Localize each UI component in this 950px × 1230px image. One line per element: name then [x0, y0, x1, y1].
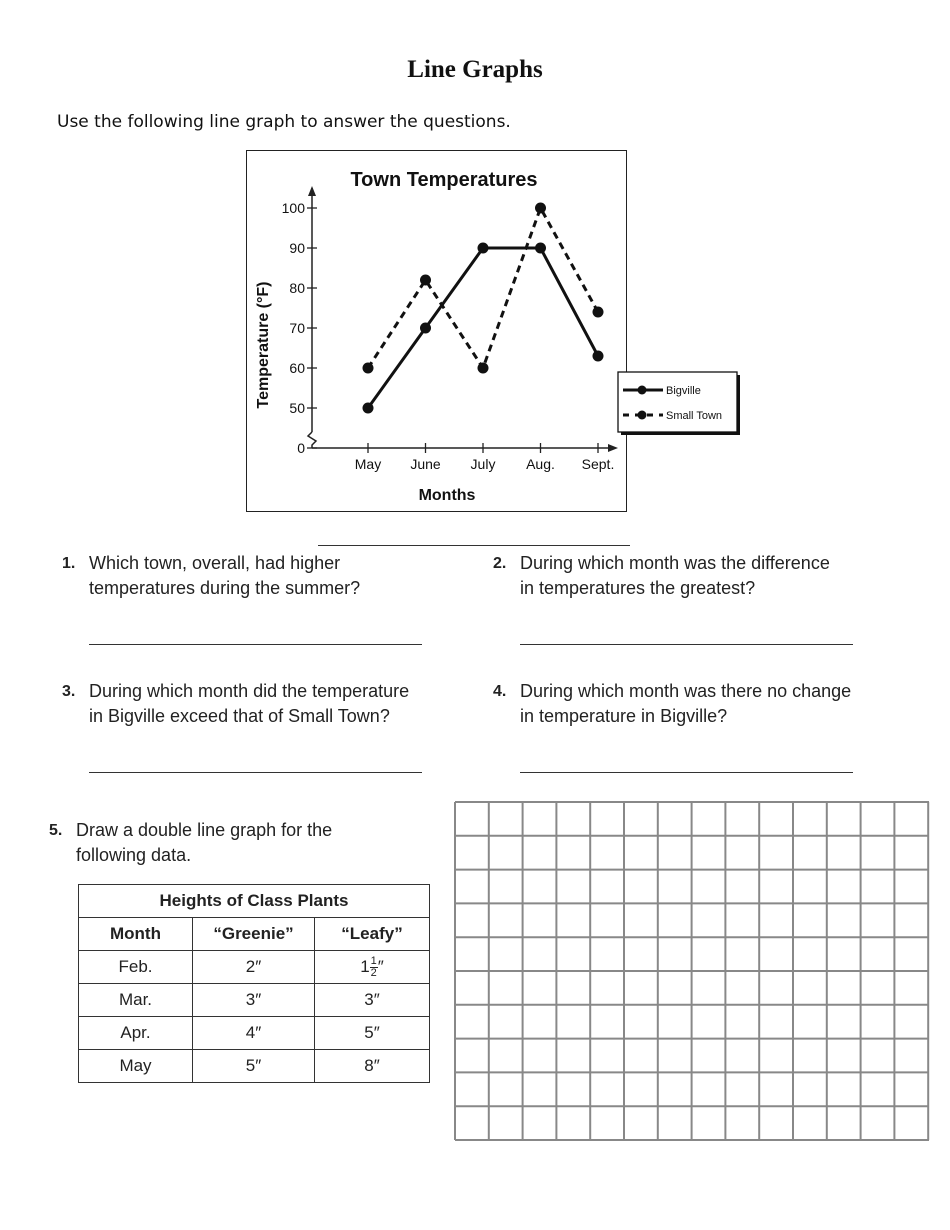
plant-heights-table [78, 884, 430, 1083]
question-4 [493, 679, 913, 729]
question-5 [49, 818, 409, 868]
series-line-small-town [368, 208, 598, 368]
data-point [478, 363, 489, 374]
table-cell: 4″ [193, 1017, 315, 1050]
question-line: in temperature in Bigville? [520, 706, 728, 726]
question-number: 1. [62, 555, 76, 572]
question-text [520, 551, 830, 601]
x-axis-label: Months [418, 487, 476, 504]
table-row [79, 984, 430, 1017]
table-header: Month [79, 918, 193, 951]
table-cell: 3″ [193, 984, 315, 1017]
legend-label: Bigville [666, 385, 701, 397]
table-cell: Feb. [79, 951, 193, 984]
question-line: During which month did the temperature [89, 681, 410, 701]
x-tick-label: Aug. [526, 456, 555, 472]
answer-line-2[interactable] [520, 644, 853, 645]
table-row [79, 951, 430, 984]
mixed-whole: 1 [360, 956, 370, 976]
legend-label: Small Town [666, 410, 723, 422]
table-header: “Greenie” [193, 918, 315, 951]
question-line: Which town, overall, had higher [89, 553, 341, 573]
table-cell: May [79, 1050, 193, 1083]
unit: ″ [377, 956, 384, 976]
table-cell: 8″ [315, 1050, 430, 1083]
data-point [535, 243, 546, 254]
legend-swatch-dot [638, 386, 647, 395]
question-number: 4. [493, 683, 507, 700]
y-tick-label: 100 [281, 200, 305, 216]
divider-line [318, 545, 630, 546]
question-line: During which month was there no change [520, 681, 852, 701]
legend-swatch-dot [638, 411, 647, 420]
y-axis-arrow [308, 186, 316, 196]
y-tick-label: 0 [297, 440, 305, 456]
table-header: “Leafy” [315, 918, 430, 951]
blank-graph-grid[interactable] [453, 800, 931, 1142]
y-axis-label: Temperature (°F) [255, 281, 272, 409]
data-point [478, 243, 489, 254]
table-cell: 3″ [315, 984, 430, 1017]
question-text [89, 679, 409, 729]
line-chart [246, 150, 723, 512]
instructions-text: Use the following line graph to answer the questions. [57, 112, 511, 132]
page-title: Line Graphs [407, 56, 543, 83]
table-row [79, 1050, 430, 1083]
question-line: following data. [76, 845, 192, 865]
table-cell: 5″ [315, 1017, 430, 1050]
answer-line-4[interactable] [520, 772, 853, 773]
table-row [79, 1017, 430, 1050]
table-cell: 2″ [193, 951, 315, 984]
table-cell: Mar. [79, 984, 193, 1017]
question-line: in Bigville exceed that of Small Town? [89, 706, 390, 726]
question-line: temperatures during the summer? [89, 578, 361, 598]
x-tick-label: May [354, 456, 382, 472]
question-number: 3. [62, 683, 76, 700]
table-cell: 5″ [193, 1050, 315, 1083]
y-tick-label: 90 [289, 240, 305, 256]
fraction-denominator: 2 [370, 966, 377, 979]
data-point [535, 203, 546, 214]
question-3 [62, 679, 482, 729]
question-line: Draw a double line graph for the [76, 820, 333, 840]
table-caption: Heights of Class Plants [79, 885, 430, 918]
question-number: 5. [49, 822, 63, 839]
data-point [363, 363, 374, 374]
data-point [593, 307, 604, 318]
y-tick-label: 60 [289, 360, 305, 376]
question-line: in temperatures the greatest? [520, 578, 756, 598]
question-text [520, 679, 851, 729]
x-tick-label: Sept. [581, 456, 615, 472]
data-point [420, 323, 431, 334]
axis-break [308, 432, 316, 448]
question-1 [62, 551, 462, 601]
table-cell: Apr. [79, 1017, 193, 1050]
y-tick-label: 70 [289, 320, 305, 336]
x-axis-arrow [608, 444, 618, 452]
question-text [89, 551, 360, 601]
data-point [593, 351, 604, 362]
chart-title: Town Temperatures [350, 169, 538, 191]
y-tick-label: 80 [289, 280, 305, 296]
question-line: During which month was the difference [520, 553, 830, 573]
question-number: 2. [493, 555, 507, 572]
x-tick-label: July [470, 456, 496, 472]
data-point [420, 275, 431, 286]
answer-line-3[interactable] [89, 772, 422, 773]
x-tick-label: June [410, 456, 441, 472]
fraction [370, 956, 378, 979]
y-tick-label: 50 [289, 400, 305, 416]
question-text [76, 818, 332, 868]
legend-box [618, 372, 737, 432]
data-point [363, 403, 374, 414]
answer-line-1[interactable] [89, 644, 422, 645]
series-line-bigville [368, 248, 598, 408]
table-cell-fraction [315, 951, 430, 984]
question-2 [493, 551, 913, 601]
fraction-numerator: 1 [370, 954, 377, 967]
